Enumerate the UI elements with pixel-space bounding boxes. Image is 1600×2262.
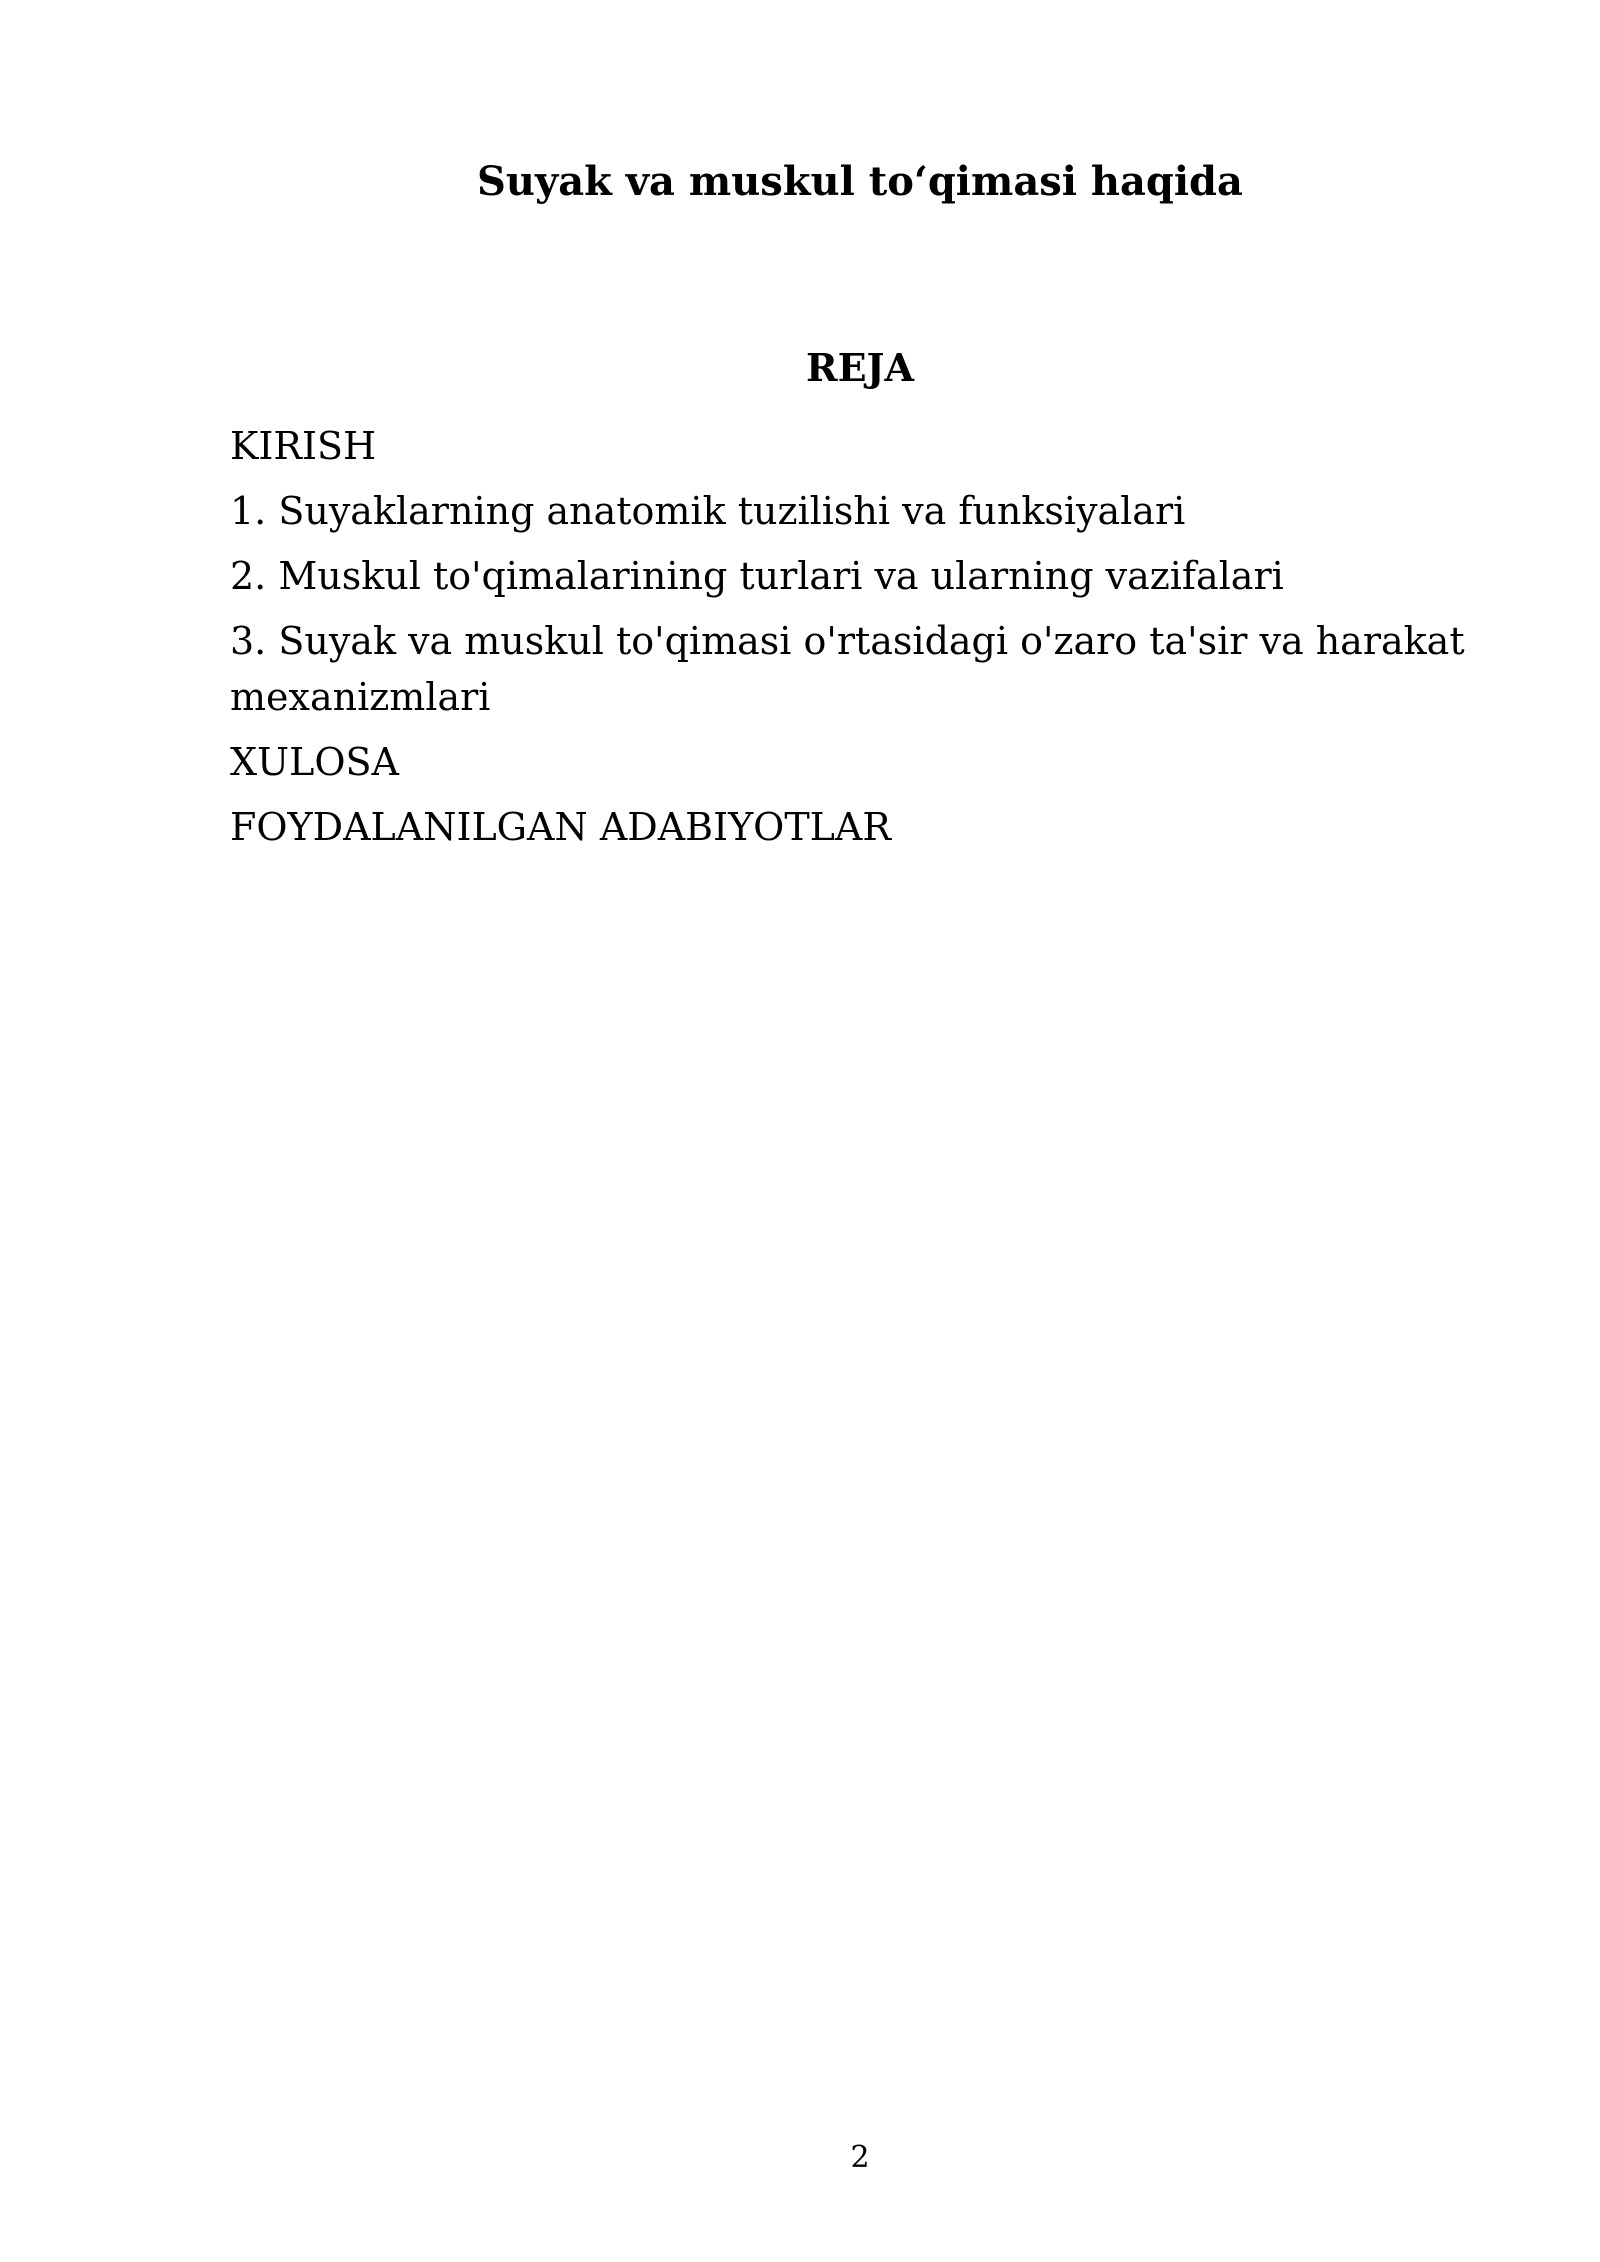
page-number: 2 [850, 2140, 870, 2175]
plan-list [230, 418, 1490, 864]
plan-item-2: 2. Muskul to'qimalarining turlari va ularning vazifalari [230, 554, 1284, 598]
plan-item-references: FOYDALANILGAN ADABIYOTLAR [230, 805, 891, 849]
plan-item-introduction: KIRISH [230, 424, 377, 468]
plan-item-3: 3. Suyak va muskul to'qimasi o'rtasidagi o'zaro ta'sir va harakat mexanizmlari [230, 619, 1465, 719]
plan-item-1: 1. Suyaklarning anatomik tuzilishi va funksiyalari [230, 489, 1186, 533]
document-title: Suyak va muskul to‘qimasi haqida [477, 158, 1243, 205]
plan-heading: REJA [805, 345, 914, 390]
plan-item-conclusion: XULOSA [230, 740, 399, 784]
